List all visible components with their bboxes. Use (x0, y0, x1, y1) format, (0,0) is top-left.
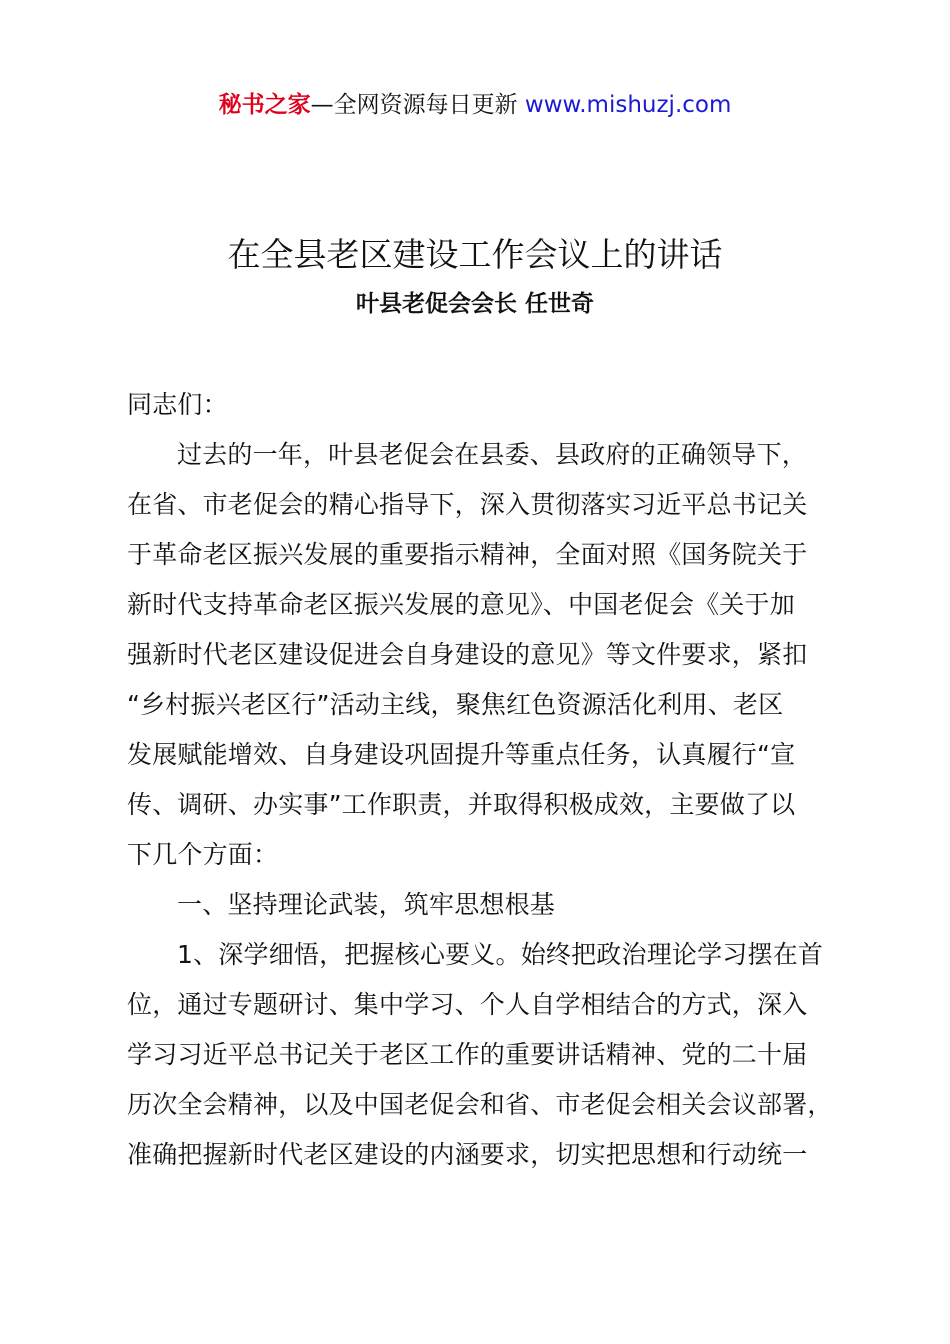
section-heading: 一、坚持理论武装，筑牢思想根基 (177, 890, 556, 919)
brand-name: 秘书之家 (218, 92, 311, 118)
paragraph-line: 1、深学细悟，把握核心要义。始终把政治理论学习摆在首 (177, 940, 824, 969)
document-body (127, 380, 847, 1180)
paragraph-line: 强新时代老区建设促进会自身建设的意见》等文件要求，紧扣 (127, 640, 808, 669)
salutation: 同志们： (127, 390, 228, 419)
paragraph-line: 历次全会精神，以及中国老促会和省、市老促会相关会议部署， (127, 1090, 833, 1119)
paragraph-line: 位，通过专题研讨、集中学习、个人自学相结合的方式，深入 (127, 990, 808, 1019)
paragraph-line: 准确把握新时代老区建设的内涵要求，切实把思想和行动统一 (127, 1140, 808, 1169)
site-url[interactable]: www.mishuzj.com (524, 92, 732, 118)
header-tagline: —全网资源每日更新 (310, 92, 525, 118)
paragraph-line: 过去的一年，叶县老促会在县委、县政府的正确领导下， (177, 440, 808, 469)
paragraph-line: 传、调研、办实事”工作职责，并取得积极成效，主要做了以 (127, 790, 796, 819)
paragraph-line: 学习习近平总书记关于老区工作的重要讲话精神、党的二十届 (127, 1040, 808, 1069)
paragraph-line: 在省、市老促会的精心指导下，深入贯彻落实习近平总书记关 (127, 490, 808, 519)
paragraph-line: “乡村振兴老区行”活动主线，聚焦红色资源活化利用、老区 (127, 690, 784, 719)
paragraph-line: 发展赋能增效、自身建设巩固提升等重点任务，认真履行“宣 (127, 740, 796, 769)
document-author: 叶县老促会会长 任世奇 (355, 291, 594, 317)
paragraph-line: 于革命老区振兴发展的重要指示精神，全面对照《国务院关于 (127, 540, 808, 569)
site-header (0, 88, 950, 122)
paragraph-line: 新时代支持革命老区振兴发展的意见》、中国老促会《关于加 (127, 590, 795, 619)
document-title: 在全县老区建设工作会议上的讲话 (227, 235, 723, 274)
paragraph-line: 下几个方面： (127, 840, 279, 869)
